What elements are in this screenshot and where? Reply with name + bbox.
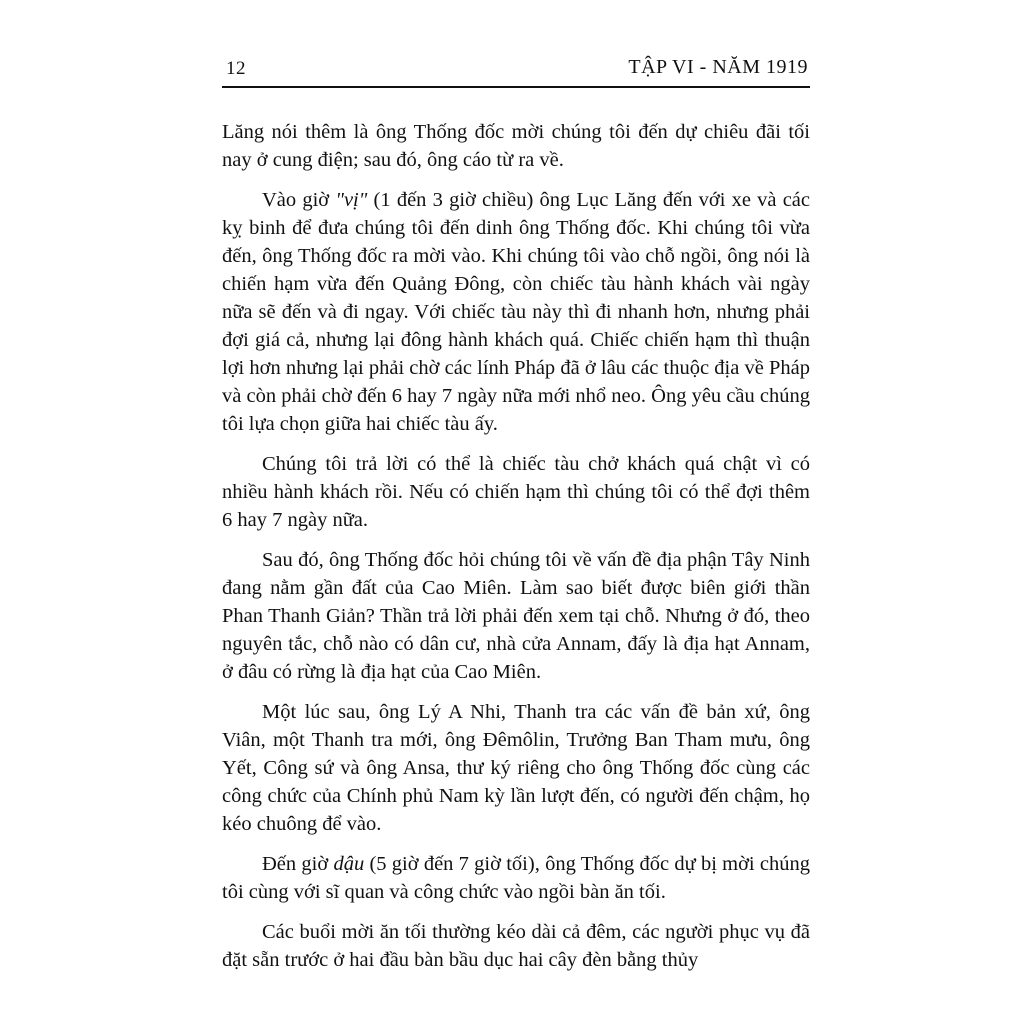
paragraph (222, 186, 810, 438)
paragraph (222, 450, 810, 534)
italic-term: dậu (333, 853, 365, 875)
paragraph-text: Lăng nói thêm là ông Thống đốc mời chúng tôi đến dự chiêu đãi tối nay ở cung điện; sau đó, ông cáo từ ra về. (222, 121, 810, 171)
paragraph-text: Một lúc sau, ông Lý A Nhi, Thanh tra các vấn đề bản xứ, ông Viân, một Thanh tra mới, ông Đêmôlin, Trưởng Ban Tham mưu, ông Yết, Công sứ và ông Ansa, thư ký riêng cho ông Thống đốc cùng các công chức của Chính phủ Nam kỳ lần lượt đến, có người đến chậm, họ kéo chuông để vào. (222, 701, 810, 835)
paragraph (222, 850, 810, 906)
paragraph (222, 118, 810, 174)
paragraph-text: Chúng tôi trả lời có thể là chiếc tàu chở khách quá chật vì có nhiều hành khách rồi. Nếu có chiến hạm thì chúng tôi có thể đợi thêm 6 hay 7 ngày nữa. (222, 453, 810, 531)
paragraph-text: Vào giờ (262, 189, 336, 211)
page-header (222, 52, 810, 88)
paragraph (222, 698, 810, 838)
paragraph (222, 918, 810, 974)
paragraph-text: Các buổi mời ăn tối thường kéo dài cả đêm, các người phục vụ đã đặt sẵn trước ở hai đầu bàn bầu dục hai cây đèn bằng thủy (222, 921, 810, 971)
italic-term: "vị" (335, 189, 368, 211)
running-title: TẬP VI - NĂM 1919 (628, 56, 808, 78)
paragraph-text: (5 giờ đến 7 giờ tối), ông Thống đốc dự bị mời chúng tôi cùng với sĩ quan và công chức vào ngồi bàn ăn tối. (222, 853, 810, 903)
body-text (222, 118, 810, 974)
paragraph-text: Sau đó, ông Thống đốc hỏi chúng tôi về vấn đề địa phận Tây Ninh đang nằm gần đất của Cao Miên. Làm sao biết được biên giới thần Phan Thanh Giản? Thần trả lời phải đến xem tại chỗ. Nhưng ở đó, theo nguyên tắc, chỗ nào có dân cư, nhà cửa Annam, đấy là địa hạt Annam, ở đâu có rừng là địa hạt của Cao Miên. (222, 549, 810, 683)
paragraph (222, 546, 810, 686)
page-number: 12 (226, 58, 246, 79)
paragraph-text: Đến giờ (262, 853, 334, 875)
paragraph-text: (1 đến 3 giờ chiều) ông Lục Lăng đến với xe và các kỵ binh để đưa chúng tôi đến dinh ông Thống đốc. Khi chúng tôi vừa đến, ông Thống đốc ra mời vào. Khi chúng tôi vào chỗ ngồi, ông nói là chiến hạm vừa đến Quảng Đông, còn chiếc tàu hành khách vài ngày nữa sẽ đến và đi ngay. Với chiếc tàu này thì đi nhanh hơn, nhưng phải đợi giá cả, nhưng lại đông hành khách quá. Chiếc chiến hạm thì thuận lợi hơn nhưng lại phải chờ các lính Pháp đã ở lâu các thuộc địa về Pháp và còn phải chờ đến 6 hay 7 ngày nữa mới nhổ neo. Ông yêu cầu chúng tôi lựa chọn giữa hai chiếc tàu ấy. (222, 189, 810, 435)
